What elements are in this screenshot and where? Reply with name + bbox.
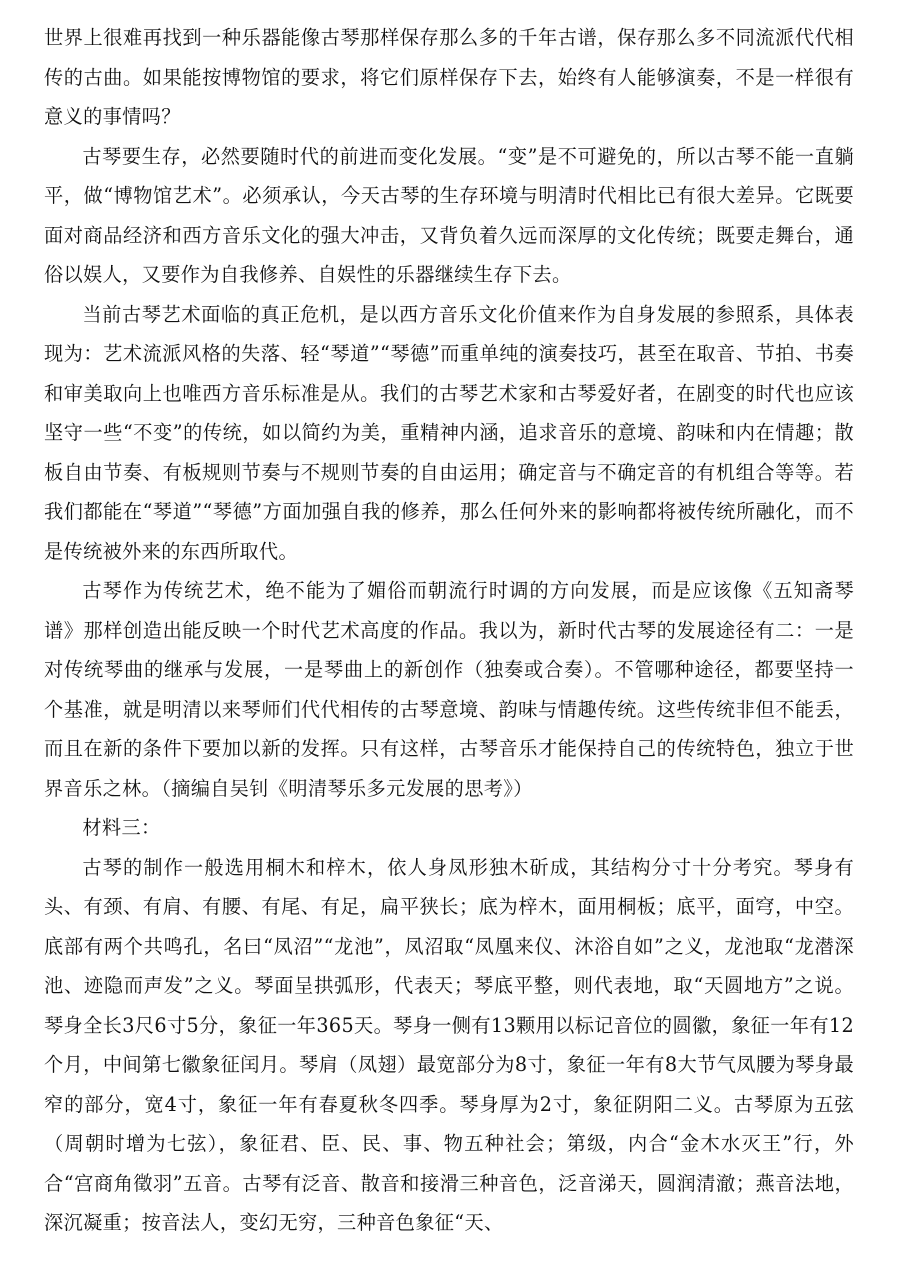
paragraph-guqin-construction: 古琴的制作一般选用桐木和梓木，依人身凤形独木斫成，其结构分寸十分考究。琴身有头、有颈、有肩、有腰、有尾、有足，扁平狭长；底为梓木，面用桐板；底平，面穹，中空。底部有两个共鸣孔，名曰“凤沼”“龙池”，凤沼取“凤凰来仪、沐浴自如”之义，龙池取“龙潜深池、迹隐而声发”之义。琴面呈拱弧形，代表天；琴底平整，则代表地，取“天圆地方”之说。琴身全长3尺6寸5分，象征一年365天。琴身一侧有13颗用以标记音位的圆徽，象征一年有12个月，中间第七徽象征闰月。琴肩（凤翅）最宽部分为8寸，象征一年有8大节气凤腰为琴身最窄的部分，宽4寸，象征一年有春夏秋冬四季。琴身厚为2寸，象征阴阳二义。古琴原为五弦（周朝时增为七弦），象征君、臣、民、事、物五种社会；第级，内合“金木水灭王”行，外合“宫商角徵羽”五音。古琴有泛音、散音和接滑三种音色，泛音涕天，圆润清澈；燕音法地，深沉凝重；按音法人，变幻无穷，三种音色象征“天、: [44, 855, 854, 1234]
document-body: [44, 18, 854, 1243]
paragraph-guqin-crisis: 当前古琴艺术面临的真正危机，是以西方音乐文化价值来作为自身发展的参照系，具体表现为：艺术流派风格的失落、轻“琴道”“琴德”而重单纯的演奏技巧，甚至在取音、节拍、书奏和审美取向上也唯西方音乐标准是从。我们的古琴艺术家和古琴爱好者，在剧变的时代也应该坚守一些“不变”的传统，如以简约为美，重精神内涵，追求音乐的意境、韵味和内在情趣；散板自由节奏、有板规则节奏与不规则节奏的自由运用；确定音与不确定音的有机组合等等。若我们都能在“琴道”“琴德”方面加强自我的修养，那么任何外来的影响都将被传统所融化，而不是传统被外来的东西所取代。: [44, 302, 854, 563]
paragraph-guqin-change: 古琴要生存，必然要随时代的前进而变化发展。“变”是不可避免的，所以古琴不能一直躺平，做“博物馆艺术”。必须承认，今天古琴的生存环境与明清时代相比已有很大差异。它既要面对商品经济和西方音乐文化的强大冲击，又背负着久远而深厚的文化传统；既要走舞台，通俗以娱人，又要作为自我修养、自娱性的乐器继续生存下去。: [44, 144, 854, 286]
material-three-heading: 材料三：: [82, 816, 161, 839]
paragraph-continuation: 世界上很难再找到一种乐器能像古琴那样保存那么多的千年古谱，保存那么多不同流派代代相传的古曲。如果能按博物馆的要求，将它们原样保存下去，始终有人能够演奏，不是一样很有意义的事情吗？: [44, 26, 854, 128]
paragraph-guqin-development: 古琴作为传统艺术，绝不能为了媚俗而朝流行时调的方向发展，而是应该像《五知斋琴谱》那样创造出能反映一个时代艺术高度的作品。我以为，新时代古琴的发展途径有二：一是对传统琴曲的继承与发展，一是琴曲上的新创作（独奏或合奏）。不管哪种途径，都要坚持一个基准，就是明清以来琴师们代代相传的古琴意境、韵味与情趣传统。这些传统非但不能丢，而且在新的条件下要加以新的发挥。只有这样，古琴音乐才能保持自己的传统特色，独立于世界音乐之林。（摘编自吴钊《明清琴乐多元发展的思考》）: [44, 579, 854, 800]
